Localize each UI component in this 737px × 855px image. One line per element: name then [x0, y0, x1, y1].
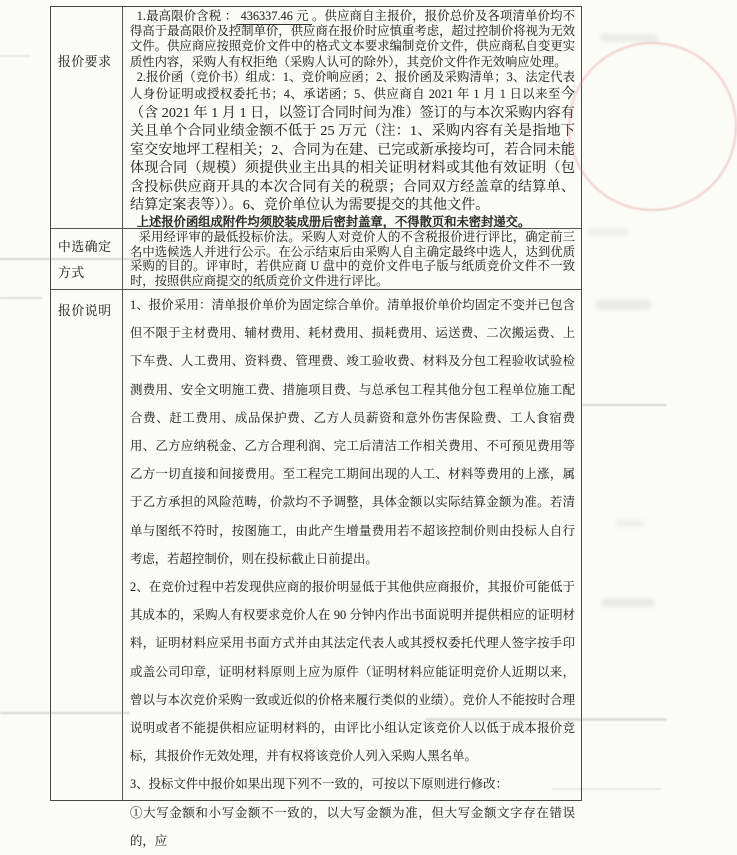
- scan-artifact: [615, 520, 645, 527]
- paragraph: [130, 770, 575, 798]
- table-row-selection-method: [51, 228, 581, 289]
- paragraph: [130, 573, 575, 770]
- scan-artifact: [0, 297, 42, 299]
- scan-artifact: [0, 55, 30, 57]
- scan-artifact: [596, 300, 651, 310]
- text-run: 采用经评审的最低投标价法。采购人对竞价人的不含税报价进行评比，确定前三名中选候选人并进行公示。在公示结束后由采购人自主确定最终中选人，达到优质采购的目的。评审时，若供应商 U 盘中的竞价文件电子版与纸质竞价文件不一致时，按照供应商提交的纸质竞价文件进行评比。: [130, 230, 575, 289]
- row-content-selection-method: [123, 229, 581, 289]
- red-stamp-mark: [568, 42, 737, 211]
- procurement-terms-table: [50, 6, 582, 848]
- scan-artifact: [602, 598, 654, 607]
- paragraph: [130, 9, 575, 70]
- row-label-quotation-description: 报价说明: [51, 290, 123, 800]
- paragraph: [130, 230, 575, 289]
- paragraph: [130, 799, 575, 855]
- text-run: 2.报价函（竞价书）组成：1、竞价响应函；2、报价函及采购清单；3、法定代表人身份证明或授权委托书；4、承诺函；5、供应商自 2021 年 1 月 1 日以来至: [130, 69, 575, 102]
- text-run: ①大写金额和小写金额不一致的，以大写金额为准，但大写金额文字存在错误的，应: [130, 805, 575, 848]
- text-run: 。供应商自主报价，报价总价及各项清单价均不得高于最高限价及控制单价，供应商在报价时应慎重考虑，超过控制价将视为无效文件。供应商应按照竞价文件中的格式文本要求编制竞价文件，供应商私自变更实质性内容，采购人有权拒绝（采购人认可的除外），其竞价文件作无效响应处理。: [130, 9, 575, 69]
- text-run: 2、在竞价过程中若发现供应商的报价明显低于其他供应商报价，其报价可能低于其成本的，采购人有权要求竞价人在 90 分钟内作出书面说明并提供相应的证明材料，证明材料应采用书面方式并由其法定代表人或其授权委托代理人签字按手印或盖公司印章，证明材料原则上应为原件（证明材料应能证明竞价人近期以来，曾以与本次竞价采购一致或近似的价格来履行类似的业绩）。竞价人不能按时合理说明或者不能提供相应证明材料的，由评比小组认定该竞价人以低于成本报价竞标，其报价作无效处理，并有权将该竞价人列入采购人黑名单。: [130, 580, 575, 764]
- row-content-quotation-requirements: [123, 7, 581, 228]
- row-label-quotation-requirements: 报价要求: [51, 7, 123, 228]
- paragraph: [130, 291, 575, 573]
- text-run: 1.最高限价含税 ：: [136, 9, 238, 23]
- table-row-quotation-requirements: [51, 7, 581, 228]
- text-run: 上述报价函组成附件均须胶装成册后密封盖章，不得散页和未密封递交。: [136, 214, 531, 229]
- paragraph: [130, 70, 575, 215]
- paragraph: [130, 215, 575, 230]
- scan-artifact: [600, 34, 658, 42]
- text-run: 1、报价采用：清单报价单价为固定综合单价。清单报价单价均固定不变并已包含但不限于主材费用、辅材费用、耗材费用、损耗费用、运送费、二次搬运费、上下车费、人工费用、资料费、管理费、竣工验收费、材料及分包工程验收试验检测费用、安全文明施工费、措施项目费、与总承包工程其他分包工程单位施工配合费、赶工费用、成品保护费、乙方人员薪资和意外伤害保险费、工人食宿费用、乙方应纳税金、乙方合理利润、完工后清洁工作相关费用、不可预见费用等乙方一切直接和间接费用。至工程完工期间出现的人工、材料等费用的上涨，属于乙方承担的风险范畴，价款均不予调整，具体金额以实际结算金额为准。若清单与图纸不符时，按图施工，由此产生增量费用若不超该控制价则由投标人自行考虑，若超控制价，则在投标截止日前提出。: [130, 298, 575, 566]
- row-label-selection-method: 中选确定方式: [51, 229, 123, 289]
- table-row-quotation-description: [51, 289, 581, 848]
- text-run: 3、投标文件中报价如果出现下列不一致的，可按以下原则进行修改：: [130, 777, 508, 792]
- scan-artifact: [582, 404, 667, 406]
- scan-artifact: [588, 228, 628, 236]
- text-run: 今（含 2021 年 1 月 1 日，以签订合同时间为准）签订的与本次采购内容有关且单个合同业绩金额不低于 25 万元（注：1、采购内容有关是指地下室交安地坪工程相关；2、合同为在建、已完或新承接均可，若合同未能体现合同（规模）须提供业主出具的相关证明材料或其他有效证明（包含投标供应商开具的本次合同有关的税票；合同双方经盖章的结算单、结算定案表等））。6、竞价单位认为需要提交的其他文件。: [130, 86, 575, 214]
- underlined-value: 436337.46 元: [237, 9, 312, 23]
- row-content-quotation-description: [123, 290, 581, 848]
